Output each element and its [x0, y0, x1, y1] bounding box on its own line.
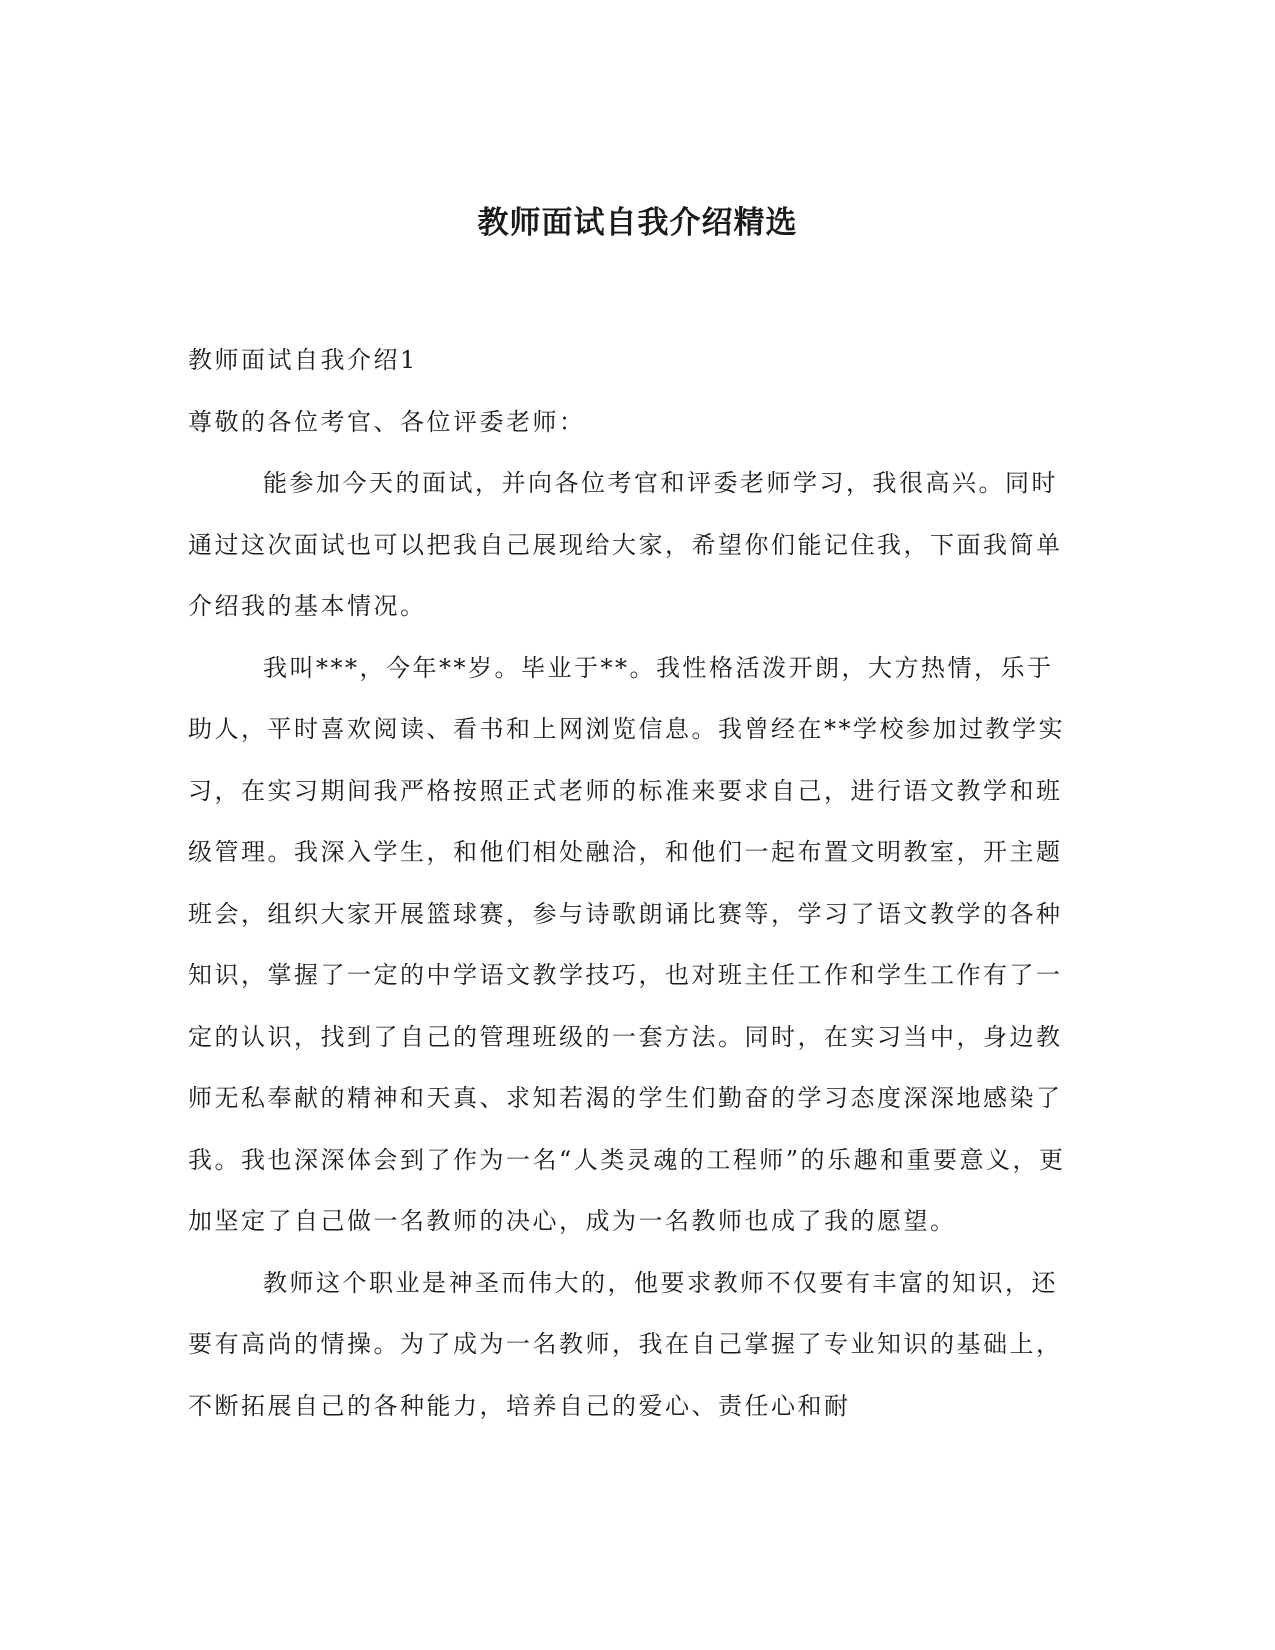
paragraph-background: 我叫***，今年**岁。毕业于**。我性格活泼开朗，大方热情，乐于助人，平时喜欢阅读、看书和上网浏览信息。我曾经在**学校参加过教学实习，在实习期间我严格按照正式老师的标准来要求自己，进行语文教学和班级管理。我深入学生，和他们相处融洽，和他们一起布置文明教室，开主题班会，组织大家开展篮球赛，参与诗歌朗诵比赛等，学习了语文教学的各种知识，掌握了一定的中学语文教学技巧，也对班主任工作和学生工作有了一定的认识，找到了自己的管理班级的一套方法。同时，在实习当中，身边教师无私奉献的精神和天真、求知若渴的学生们勤奋的学习态度深深地感染了我。我也深深体会到了作为一名“人类灵魂的工程师”的乐趣和重要意义，更加坚定了自己做一名教师的决心，成为一名教师也成了我的愿望。 [188, 653, 1066, 1235]
paragraph-opening: 能参加今天的面试，并向各位考官和评委老师学习，我很高兴。同时通过这次面试也可以把我自己展现给大家，希望你们能记住我，下面我简单介绍我的基本情况。 [188, 469, 1063, 620]
document-body [188, 330, 1068, 1437]
section-heading: 教师面试自我介绍1 [188, 346, 418, 374]
document-title: 教师面试自我介绍精选 [477, 205, 798, 241]
salutation: 尊敬的各位考官、各位评委老师： [188, 407, 586, 436]
paragraph-profession: 教师这个职业是神圣而伟大的，他要求教师不仅要有丰富的知识，还要有高尚的情操。为了成为一名教师，我在自己掌握了专业知识的基础上，不断拓展自己的各种能力，培养自己的爱心、责任心和耐 [188, 1268, 1063, 1420]
